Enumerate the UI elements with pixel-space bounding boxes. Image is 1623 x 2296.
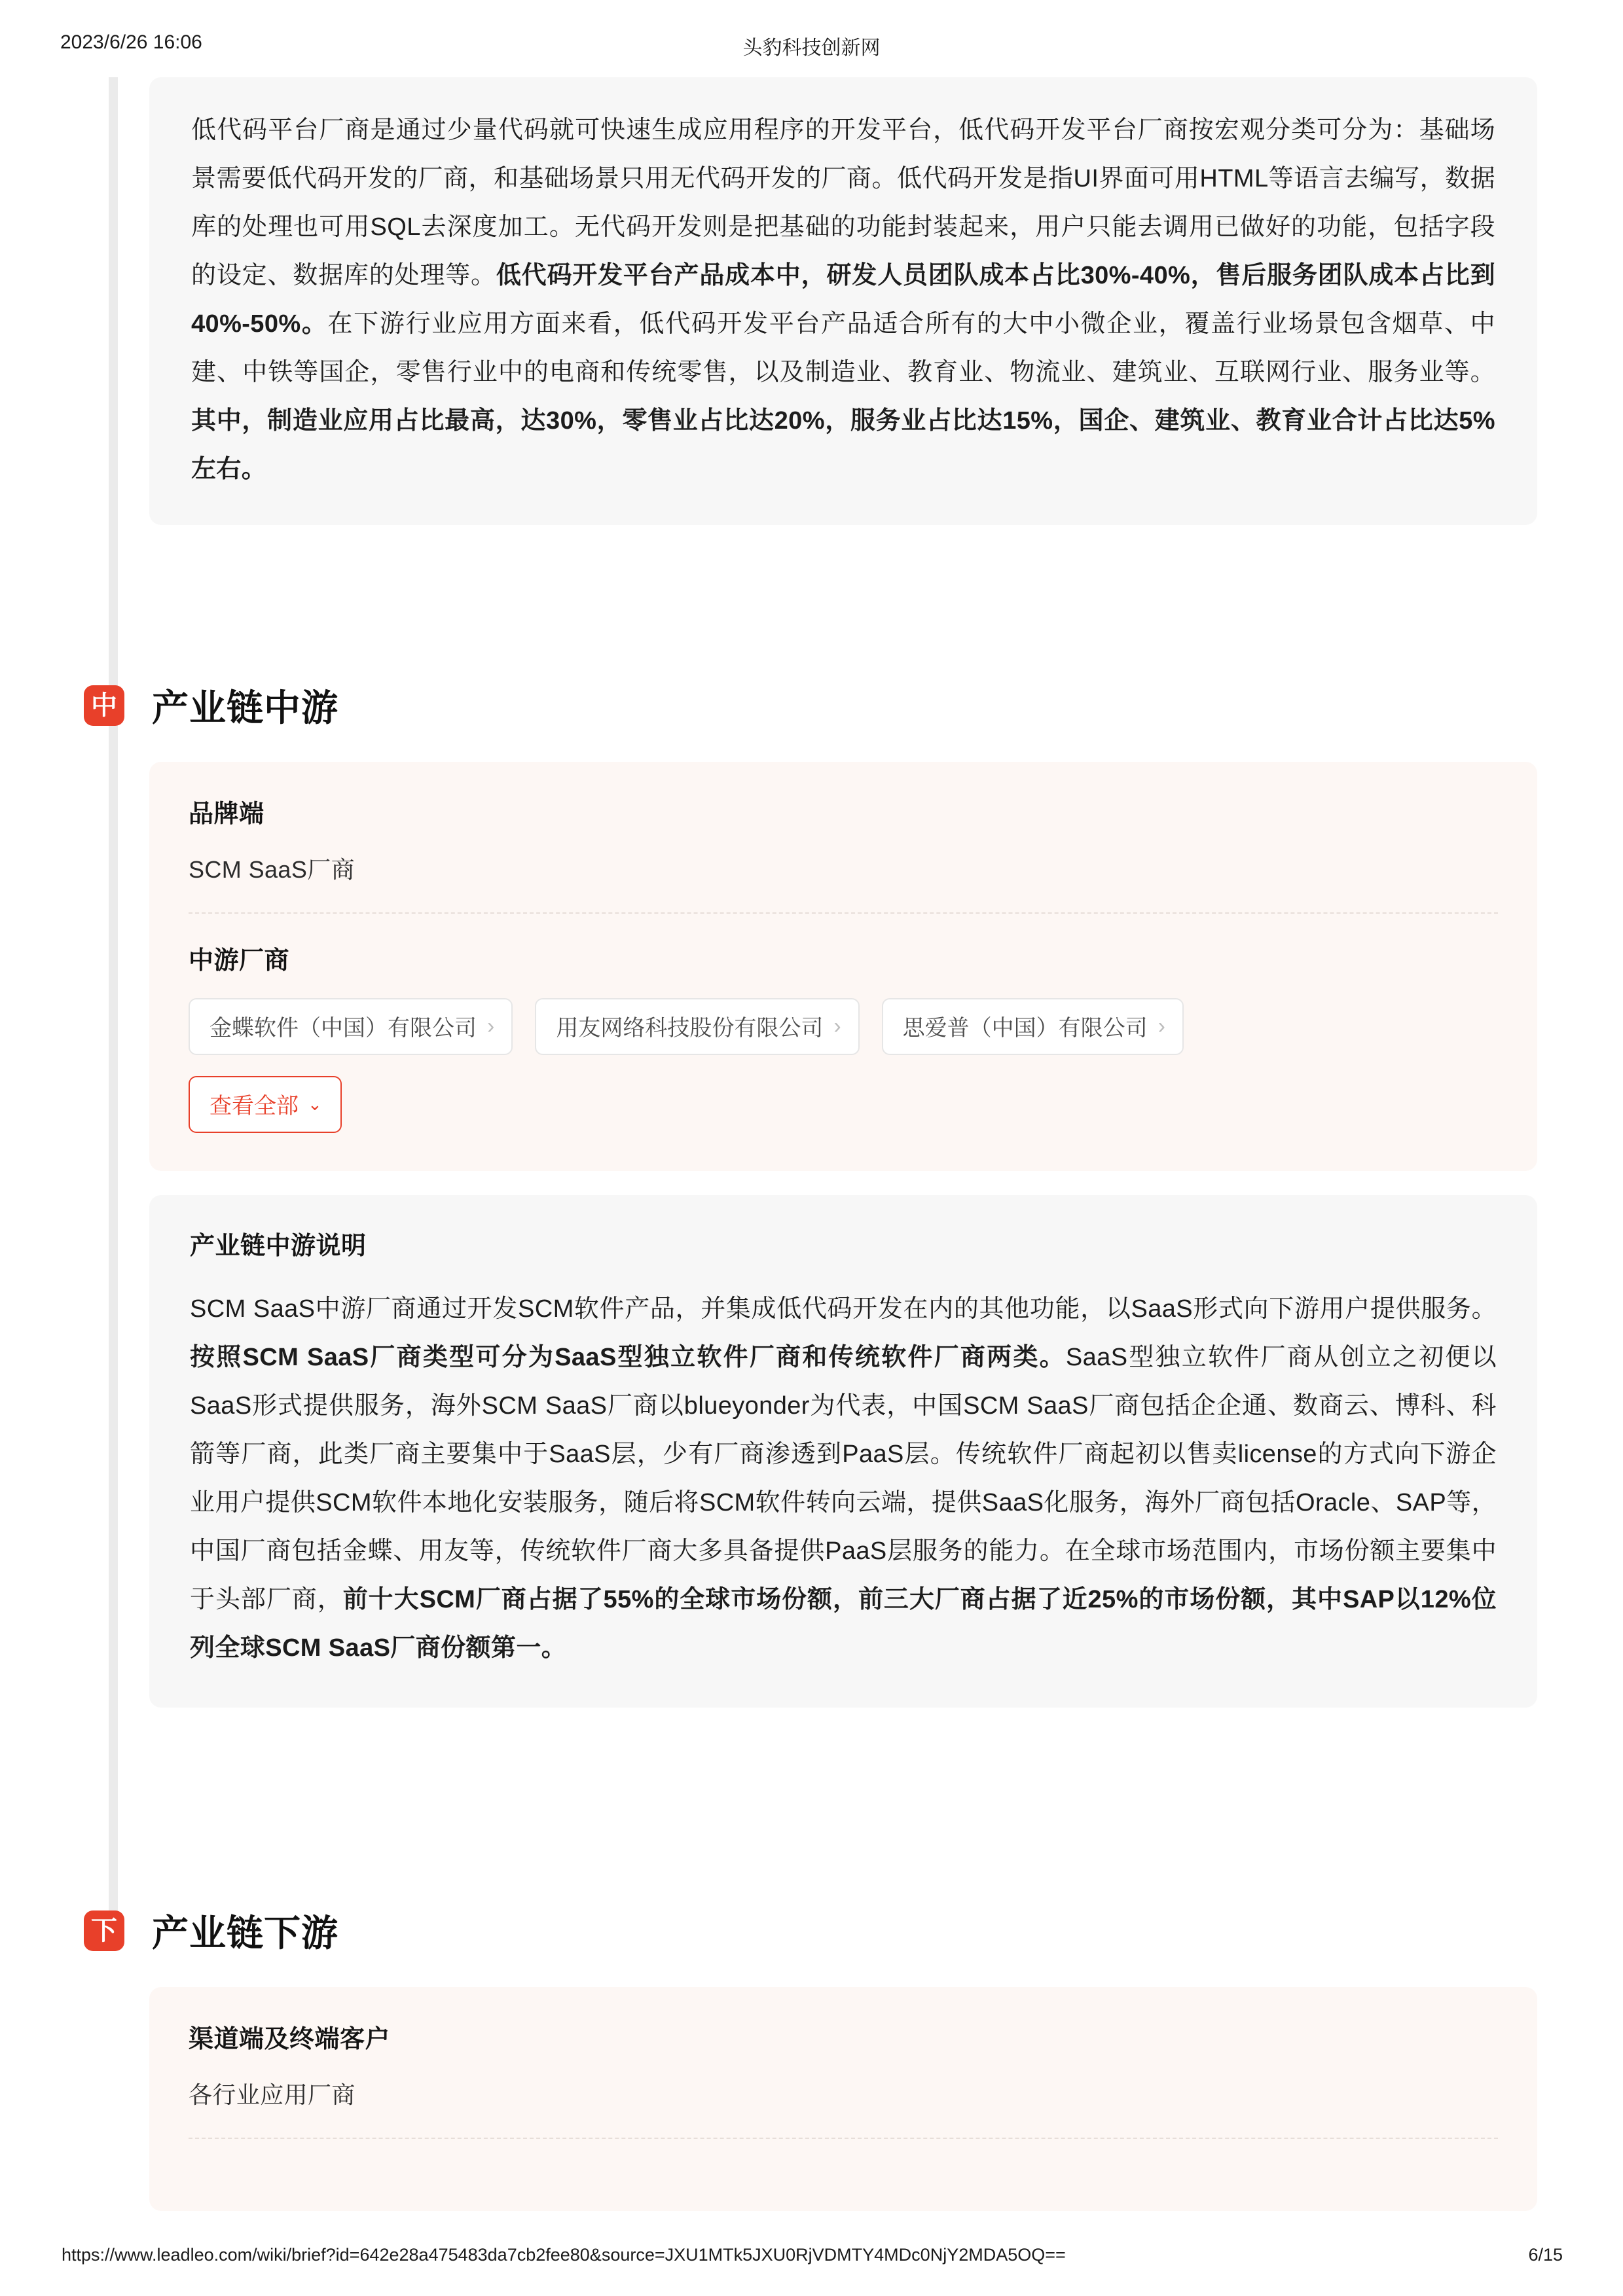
vendor-chip-row <box>189 998 1498 1055</box>
channel-label: 渠道端及终端客户 <box>189 2026 391 2053</box>
midstream-desc-bold-1: 按照SCM SaaS厂商类型可分为SaaS型独立软件厂商和传统软件厂商两类。 <box>190 1344 1066 1371</box>
page-footer <box>0 2245 1623 2274</box>
section-heading-midstream <box>84 679 338 732</box>
chevron-right-icon: › <box>1158 1013 1165 1039</box>
midstream-vendors-card <box>149 762 1537 1171</box>
vendor-chip[interactable] <box>882 998 1184 1055</box>
header-site-title: 头豹科技创新网 <box>742 37 881 59</box>
chevron-right-icon: › <box>833 1013 841 1039</box>
intro-text-1: 低代码平台厂商是通过少量代码就可快速生成应用程序的开发平台，低代码开发平台厂商按宏观分类可分为：基础场景需要低代码开发的厂商，和基础场景只用无代码开发的厂商。低代码开发是指UI界面可用HTML等语言去编写，数据库的处理也可用SQL去深度加工。无代码开发则是把基础的功能封装起来，用户只能去调用已做好的功能，包括字段的设定、数据库的处理等。 <box>191 117 1495 289</box>
intro-paragraph-card <box>149 77 1537 525</box>
intro-bold-1: 低代码开发平台产品成本中，研发人员团队成本占比30%-40%，售后服务团队成本占比到40%-50%。 <box>191 262 1495 338</box>
vendor-chip[interactable] <box>189 998 513 1055</box>
midstream-badge-icon: 中 <box>84 685 124 726</box>
midstream-desc-text-1: SCM SaaS中游厂商通过开发SCM软件产品，并集成低代码开发在内的其他功能，以SaaS形式向下游用户提供服务。 <box>190 1295 1497 1323</box>
view-all-label: 查看全部 <box>210 1094 299 1119</box>
midstream-desc-bold-2: 前十大SCM厂商占据了55%的全球市场份额，前三大厂商占据了近25%的市场份额，其中SAP以12%位列全球SCM SaaS厂商份额第一。 <box>190 1586 1497 1662</box>
vendors-label: 中游厂商 <box>189 947 290 975</box>
downstream-customers-card <box>149 1987 1537 2211</box>
midstream-section-title: 产业链中游 <box>152 687 338 728</box>
page-header <box>0 31 1623 62</box>
brand-value: SCM SaaS厂商 <box>189 856 356 883</box>
chevron-right-icon: › <box>487 1013 495 1039</box>
vendor-chip-label: 金蝶软件（中国）有限公司 <box>210 1016 477 1041</box>
midstream-desc-title: 产业链中游说明 <box>190 1232 367 1260</box>
midstream-desc-paragraph <box>190 1285 1497 1672</box>
downstream-section-title: 产业链下游 <box>152 1912 338 1954</box>
brand-divider <box>189 912 1498 914</box>
intro-paragraph <box>191 106 1495 493</box>
section-heading-downstream <box>84 1905 338 1957</box>
timeline-rail <box>109 77 118 1936</box>
intro-text-2: 在下游行业应用方面来看，低代码开发平台产品适合所有的大中小微企业，覆盖行业场景包含烟草、中建、中铁等国企，零售行业中的电商和传统零售，以及制造业、教育业、物流业、建筑业、互联网行业、服务业等。 <box>191 310 1495 386</box>
downstream-badge-icon: 下 <box>84 1910 124 1951</box>
midstream-desc-text-2: SaaS型独立软件厂商从创立之初便以SaaS形式提供服务，海外SCM SaaS厂商以blueyonder为代表，中国SCM SaaS厂商包括企企通、数商云、博科、科箭等厂商，此类厂商主要集中于SaaS层，少有厂商渗透到PaaS层。传统软件厂商起初以售卖license的方式向下游企业用户提供SCM软件本地化安装服务，随后将SCM软件转向云端，提供SaaS化服务，海外厂商包括Oracle、SAP等，中国厂商包括金蝶、用友等，传统软件厂商大多具备提供PaaS层服务的能力。在全球市场范围内，市场份额主要集中于头部厂商， <box>190 1344 1497 1613</box>
vendor-chip-label: 用友网络科技股份有限公司 <box>556 1016 824 1041</box>
midstream-description-card <box>149 1195 1537 1708</box>
chevron-down-icon: ⌄ <box>308 1094 322 1114</box>
footer-page-number: 6/15 <box>1528 2245 1563 2265</box>
vendor-chip[interactable] <box>535 998 859 1055</box>
vendor-chip-label: 思爱普（中国）有限公司 <box>902 1016 1148 1041</box>
document-content <box>0 77 1623 2211</box>
footer-source-url: https://www.leadleo.com/wiki/brief?id=642e28a475483da7cb2fee80&source=JXU1MTk5JXU0RjVDMTY4MDc0NjY2MDA5OQ== <box>62 2245 1066 2265</box>
view-all-button[interactable] <box>189 1076 342 1133</box>
channel-divider <box>189 2138 1498 2139</box>
channel-value: 各行业应用厂商 <box>189 2081 356 2108</box>
brand-label: 品牌端 <box>189 800 264 828</box>
header-timestamp: 2023/6/26 16:06 <box>60 31 202 53</box>
intro-bold-2: 其中，制造业应用占比最高，达30%，零售业占比达20%，服务业占比达15%，国企、建筑业、教育业合计占比达5%左右。 <box>191 407 1495 483</box>
